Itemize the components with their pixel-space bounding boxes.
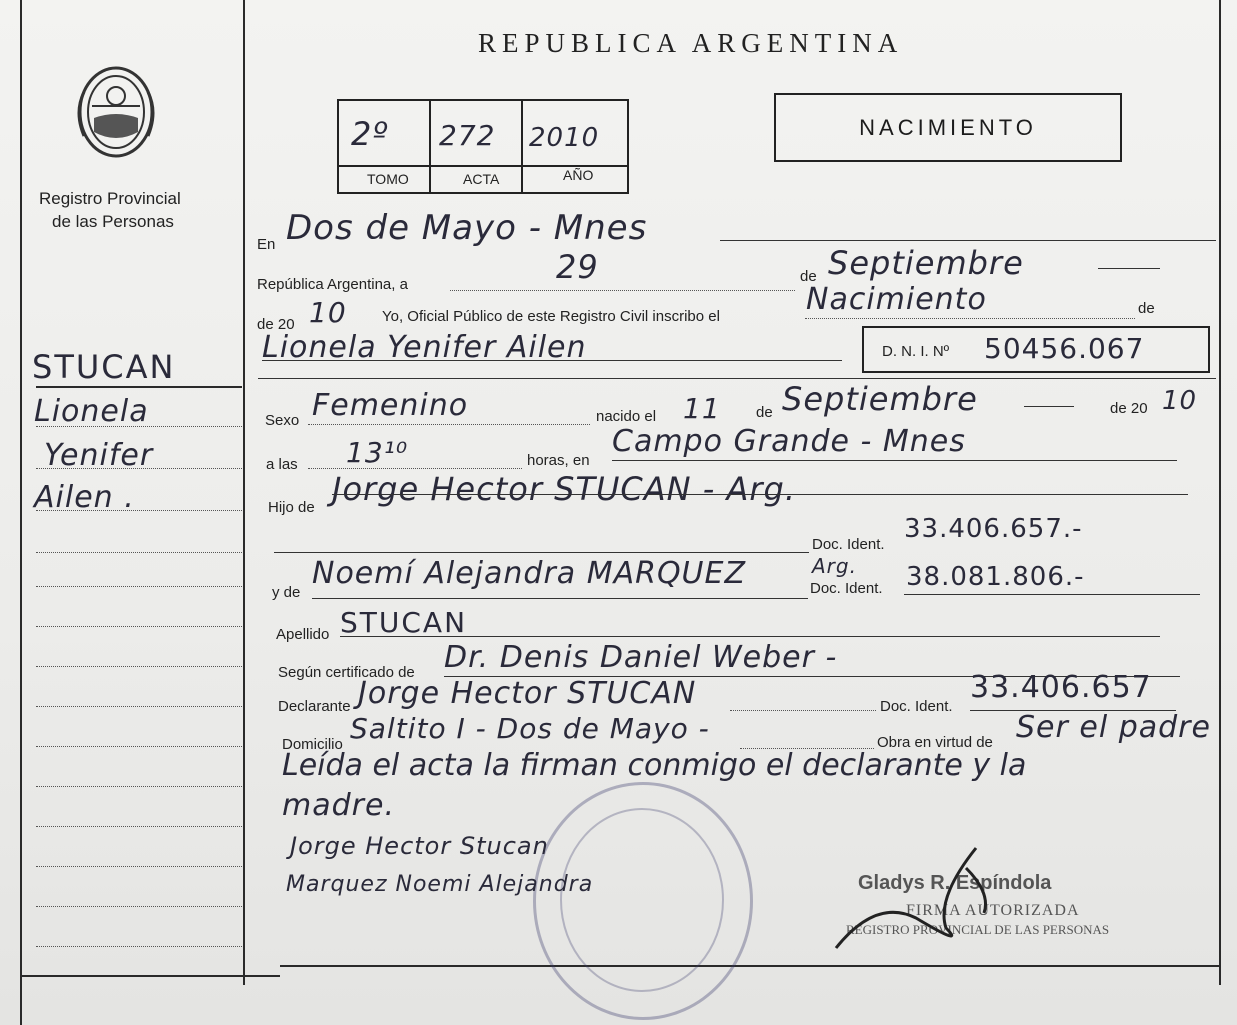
- mother-doc-line: [904, 594, 1200, 595]
- year-prefix-label: de 20: [257, 316, 295, 333]
- country-title: REPUBLICA ARGENTINA: [478, 28, 904, 58]
- sexo-label: Sexo: [265, 412, 300, 429]
- official-org: REGISTRO PROVINCIAL DE LAS PERSONAS: [846, 922, 1110, 937]
- bottom-rule-left: [20, 975, 280, 977]
- left-dotted-line: [36, 666, 242, 667]
- left-dotted-line: [36, 866, 242, 867]
- section-divider: [258, 378, 1216, 379]
- republica-label: República Argentina, a: [257, 276, 408, 293]
- month-line: [1098, 268, 1160, 269]
- left-dotted-line: [36, 468, 242, 469]
- father-signature: Jorge Hector Stucan: [290, 832, 549, 860]
- registry-seal-inner-ring: [560, 808, 724, 992]
- horas-label: horas, en: [527, 452, 590, 469]
- declarante-doc-value: 33.406.657: [970, 670, 1152, 705]
- left-name-3: Ailen .: [34, 480, 135, 515]
- segun-label: Según certificado de: [278, 664, 415, 681]
- dni-value: 50456.067: [984, 332, 1145, 365]
- birth-month-line: [1024, 406, 1074, 407]
- bottom-rule-right: [280, 965, 1220, 967]
- apellido-line: [340, 636, 1160, 637]
- doctor-value: Dr. Denis Daniel Weber -: [444, 640, 838, 675]
- registry-name-line1: Registro Provincial: [39, 189, 181, 208]
- hour-value: 13¹⁰: [346, 436, 409, 469]
- left-border-line: [20, 0, 22, 1025]
- official-name: Gladys R. Espíndola: [858, 872, 1052, 894]
- left-dotted-line: [36, 426, 242, 427]
- left-name-1: Lionela: [34, 394, 149, 429]
- right-border-line: [1219, 0, 1221, 985]
- nacido-label: nacido el: [596, 408, 657, 425]
- de-20-label: de 20: [1110, 400, 1148, 417]
- left-dotted-line: [36, 746, 242, 747]
- declarante-dotted-line: [730, 710, 876, 711]
- domicilio-value: Saltito I - Dos de Mayo -: [350, 712, 710, 745]
- left-surname: STUCAN: [32, 348, 176, 386]
- record-number-box: [337, 99, 629, 194]
- place-value: Campo Grande - Mnes: [612, 424, 966, 459]
- tomo-label: TOMO: [367, 171, 409, 187]
- left-name-2: Yenifer: [44, 438, 154, 473]
- left-surname-rule: [36, 386, 242, 388]
- official-signature-scribble-icon: [816, 838, 1056, 958]
- tomo-value: 2º: [351, 115, 389, 153]
- mother-doc-value: 38.081.806.-: [906, 562, 1085, 592]
- acta-value: 272: [439, 119, 496, 152]
- left-dotted-line: [36, 626, 242, 627]
- day-value: 29: [556, 248, 599, 286]
- dni-label: D. N. I. Nº: [882, 343, 950, 360]
- mother-signature: Marquez Noemi Alejandra: [286, 872, 594, 897]
- dni-box: [862, 326, 1210, 373]
- father-doc-label: Doc. Ident.: [812, 536, 885, 553]
- fullname-value: Lionela Yenifer Ailen: [262, 330, 587, 365]
- de2-label: de: [1138, 300, 1155, 317]
- closing-line-1: Leída el acta la firman conmigo el declarante y la: [282, 748, 1027, 783]
- ano-label: AÑO: [563, 167, 594, 183]
- column-divider-line: [243, 0, 245, 985]
- mother-value: Noemí Alejandra MARQUEZ: [312, 556, 747, 591]
- domicilio-label: Domicilio: [282, 736, 343, 753]
- oficial-text: Yo, Oficial Público de este Registro Civil inscribo el: [382, 308, 720, 325]
- inscribo-value: Nacimiento: [806, 282, 987, 317]
- birth-year-value: 10: [1162, 386, 1198, 416]
- obra-value: Ser el padre: [1016, 710, 1211, 745]
- father-line: [332, 494, 1188, 495]
- sexo-dotted-line: [308, 424, 590, 425]
- left-dotted-line: [36, 906, 242, 907]
- place-line: [612, 460, 1177, 461]
- left-dotted-line: [36, 510, 242, 511]
- en-line: [720, 240, 1216, 241]
- hijo-label: Hijo de: [268, 499, 315, 516]
- left-dotted-line: [36, 786, 242, 787]
- left-dotted-line: [36, 826, 242, 827]
- apellido-label: Apellido: [276, 626, 330, 643]
- left-dotted-line: [36, 946, 242, 947]
- father-doc-value: 33.406.657.-: [904, 514, 1083, 544]
- obra-label: Obra en virtud de: [877, 734, 993, 751]
- ano-value: 2010: [529, 123, 600, 153]
- birth-day-value: 11: [683, 392, 721, 425]
- fullname-line: [262, 360, 842, 361]
- declarante-label: Declarante: [278, 698, 351, 715]
- birth-month-value: Septiembre: [782, 380, 978, 418]
- record-type-box: NACIMIENTO: [774, 93, 1122, 162]
- official-signature-block: [836, 868, 1136, 958]
- official-role: FIRMA AUTORIZADA: [906, 902, 1080, 919]
- mother-nationality-value: Arg.: [812, 554, 857, 578]
- mother-doc-label: Doc. Ident.: [810, 580, 883, 597]
- provincial-coat-of-arms-icon: [70, 62, 162, 162]
- declarante-value: Jorge Hector STUCAN: [358, 676, 697, 711]
- registry-name-line2: de las Personas: [52, 212, 174, 231]
- sexo-value: Femenino: [312, 388, 469, 423]
- left-dotted-line: [36, 706, 242, 707]
- year-value: 10: [309, 296, 347, 329]
- closing-line-2: madre.: [282, 788, 395, 823]
- month-value: Septiembre: [828, 244, 1024, 282]
- day-dotted-line: [450, 290, 795, 291]
- father-doc-line: [274, 552, 809, 553]
- declarante-doc-label: Doc. Ident.: [880, 698, 953, 715]
- de-label: de: [800, 268, 817, 285]
- a-las-label: a las: [266, 456, 298, 473]
- en-label: En: [257, 236, 276, 253]
- mother-line: [312, 598, 808, 599]
- hour-dotted-line: [308, 468, 522, 469]
- acta-label: ACTA: [463, 171, 500, 187]
- y-de-label: y de: [272, 584, 301, 601]
- apellido-value: STUCAN: [340, 606, 468, 639]
- father-value: Jorge Hector STUCAN - Arg.: [332, 470, 797, 508]
- left-dotted-line: [36, 552, 242, 553]
- inscribo-dotted-line: [805, 318, 1135, 319]
- left-dotted-line: [36, 586, 242, 587]
- en-value: Dos de Mayo - Mnes: [286, 208, 648, 248]
- de3-label: de: [756, 404, 773, 421]
